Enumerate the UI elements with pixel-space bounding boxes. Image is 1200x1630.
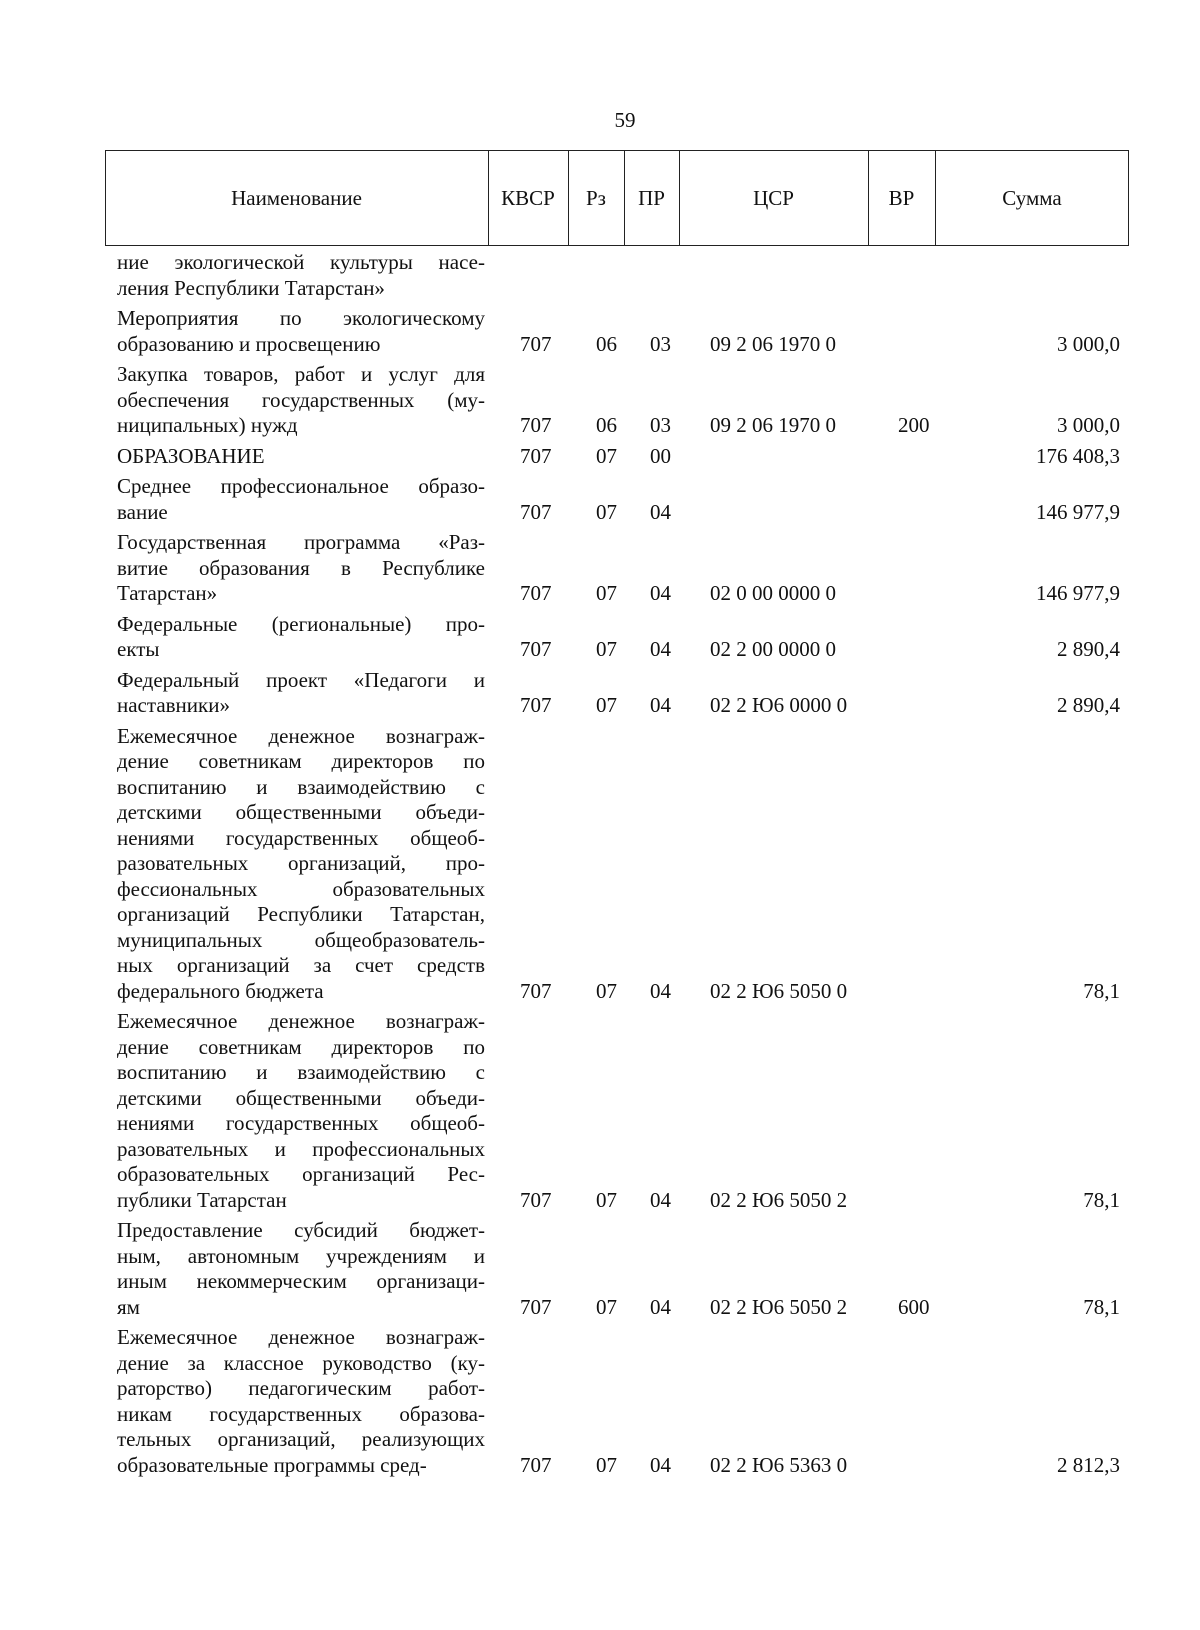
row-name-line: воспитанию и взаимодействию с [117, 774, 485, 799]
cell-pr: 03 [650, 413, 671, 437]
row-name [117, 474, 485, 525]
row-name-line: витие образования в Республике [117, 555, 485, 580]
cell-csr: 09 2 06 1970 0 [710, 331, 836, 356]
header-kvsr: КВСР [501, 185, 555, 210]
row-name-line: организаций Республики Татарстан, [117, 902, 485, 926]
cell-pr: 04 [650, 637, 671, 661]
cell-pr: 04 [650, 693, 671, 717]
cell-csr: 02 2 Ю6 5050 0 [710, 978, 848, 1003]
row-name-line: иным некоммерческим организаци- [117, 1269, 485, 1293]
row-name-line: образовательные программы сред- [117, 1452, 427, 1477]
cell-vr: 200 [898, 413, 930, 437]
row-name [117, 444, 485, 470]
cell-pr: 04 [650, 1187, 671, 1212]
row-name-line: Предоставление субсидий бюджет- [117, 1218, 485, 1242]
row-name-line: муниципальных общеобразователь- [117, 927, 485, 952]
cell-sum: 176 408,3 [1036, 443, 1120, 468]
row-name-line: детскими общественными объеди- [117, 1085, 485, 1110]
cell-kvsr: 707 [520, 499, 552, 524]
cell-rz: 07 [596, 637, 617, 661]
row-name-line: Ежемесячное денежное вознаграж- [117, 723, 485, 748]
row-name-line: дение советникам директоров по [117, 1034, 485, 1059]
cell-pr: 03 [650, 331, 671, 356]
cell-kvsr: 707 [520, 978, 552, 1003]
row-name-line: ным, автономным учреждениям и [117, 1243, 485, 1268]
cell-kvsr: 707 [520, 443, 552, 468]
row-name-line: тельных организаций, реализующих [117, 1427, 485, 1451]
cell-pr: 04 [650, 978, 671, 1003]
row-name-line: дение советникам директоров по [117, 749, 485, 773]
row-name-line: образовательных организаций Рес- [117, 1162, 485, 1186]
row-name [117, 1009, 485, 1213]
header-name: Наименование [231, 185, 362, 210]
cell-sum: 78,1 [1083, 1187, 1120, 1212]
cell-rz: 07 [596, 1452, 617, 1477]
row-name-line: раторство) педагогическим работ- [117, 1376, 485, 1400]
cell-rz: 07 [596, 978, 617, 1003]
row-name [117, 1325, 485, 1478]
cell-vr: 600 [898, 1294, 930, 1319]
cell-csr: 02 2 Ю6 5050 2 [710, 1187, 848, 1212]
cell-csr: 09 2 06 1970 0 [710, 413, 836, 437]
cell-rz: 07 [596, 693, 617, 717]
row-name [117, 1218, 485, 1320]
cell-kvsr: 707 [520, 581, 552, 605]
cell-csr: 02 0 00 0000 0 [710, 581, 836, 605]
cell-sum: 2 812,3 [1057, 1452, 1120, 1477]
row-name-line: дение за классное руководство (ку- [117, 1350, 485, 1375]
cell-sum: 146 977,9 [1036, 581, 1120, 605]
row-name-line: Среднее профессиональное образо- [117, 474, 485, 498]
row-name [117, 612, 485, 663]
cell-rz: 07 [596, 499, 617, 524]
row-name-line: никам государственных образова- [117, 1401, 485, 1426]
row-name-line: ние экологической культуры насе- [117, 250, 485, 274]
row-name-line: Татарстан» [117, 581, 218, 605]
page-number: 59 [614, 108, 636, 132]
cell-pr: 00 [650, 443, 671, 468]
row-name-line: Федеральные (региональные) про- [117, 611, 485, 636]
row-name-line: нениями государственных общеоб- [117, 1111, 485, 1135]
cell-sum: 78,1 [1083, 1294, 1120, 1319]
row-name-line: детскими общественными объеди- [117, 800, 485, 824]
cell-csr: 02 2 Ю6 0000 0 [710, 693, 848, 717]
cell-csr: 02 2 Ю6 5363 0 [710, 1452, 848, 1477]
row-name-line: вание [117, 499, 168, 524]
cell-kvsr: 707 [520, 693, 552, 717]
row-name-line: ниципальных) нужд [117, 413, 298, 437]
row-name-line: воспитанию и взаимодействию с [117, 1060, 485, 1084]
row-name-line: ям [117, 1294, 140, 1319]
header-pr: ПР [638, 185, 665, 210]
row-name-line: ОБРАЗОВАНИЕ [117, 443, 265, 468]
cell-sum: 3 000,0 [1057, 413, 1120, 437]
cell-sum: 2 890,4 [1057, 693, 1120, 717]
row-name-line: публики Татарстан [117, 1187, 287, 1212]
cell-pr: 04 [650, 581, 671, 605]
cell-kvsr: 707 [520, 331, 552, 356]
header-vr: ВР [888, 185, 915, 210]
cell-sum: 146 977,9 [1036, 499, 1120, 524]
row-name [117, 724, 485, 1005]
cell-rz: 07 [596, 1294, 617, 1319]
row-name-line: ных организаций за счет средств [117, 953, 485, 977]
cell-pr: 04 [650, 1294, 671, 1319]
cell-sum: 2 890,4 [1057, 637, 1120, 661]
row-name [117, 668, 485, 719]
row-name-line: Государственная программа «Раз- [117, 530, 485, 554]
row-name-line: разовательных и профессиональных [117, 1136, 485, 1161]
row-name-line: разовательных организаций, про- [117, 851, 485, 875]
row-name-line: екты [117, 637, 160, 661]
cell-kvsr: 707 [520, 1187, 552, 1212]
cell-rz: 06 [596, 413, 617, 437]
cell-kvsr: 707 [520, 637, 552, 661]
row-name-line: нениями государственных общеоб- [117, 825, 485, 850]
row-name-line: Ежемесячное денежное вознаграж- [117, 1009, 485, 1033]
cell-kvsr: 707 [520, 1294, 552, 1319]
row-name-line: Мероприятия по экологическому [117, 306, 485, 330]
cell-csr: 02 2 00 0000 0 [710, 637, 836, 661]
row-name-line: наставники» [117, 693, 230, 717]
cell-kvsr: 707 [520, 413, 552, 437]
row-name-line: Федеральный проект «Педагоги и [117, 667, 485, 692]
row-name-line: федерального бюджета [117, 978, 324, 1003]
row-name-line: ления Республики Татарстан» [117, 275, 385, 300]
cell-pr: 04 [650, 1452, 671, 1477]
header-rz: Рз [586, 185, 606, 210]
row-name-line: Ежемесячное денежное вознаграж- [117, 1325, 485, 1349]
cell-rz: 07 [596, 1187, 617, 1212]
cell-rz: 07 [596, 443, 617, 468]
row-name-line: фессиональных образовательных [117, 876, 485, 901]
cell-kvsr: 707 [520, 1452, 552, 1477]
cell-sum: 78,1 [1083, 978, 1120, 1003]
row-name [117, 306, 485, 357]
cell-csr: 02 2 Ю6 5050 2 [710, 1294, 848, 1319]
row-name [117, 362, 485, 439]
row-name-line: обеспечения государственных (му- [117, 387, 485, 412]
row-name-line: Закупка товаров, работ и услуг для [117, 362, 485, 386]
cell-sum: 3 000,0 [1057, 331, 1120, 356]
cell-pr: 04 [650, 499, 671, 524]
header-csr: ЦСР [753, 185, 794, 210]
cell-rz: 07 [596, 581, 617, 605]
row-name-line: образованию и просвещению [117, 331, 381, 356]
cell-rz: 06 [596, 331, 617, 356]
header-sum: Сумма [1002, 185, 1062, 210]
row-name [117, 530, 485, 607]
row-name [117, 250, 485, 301]
